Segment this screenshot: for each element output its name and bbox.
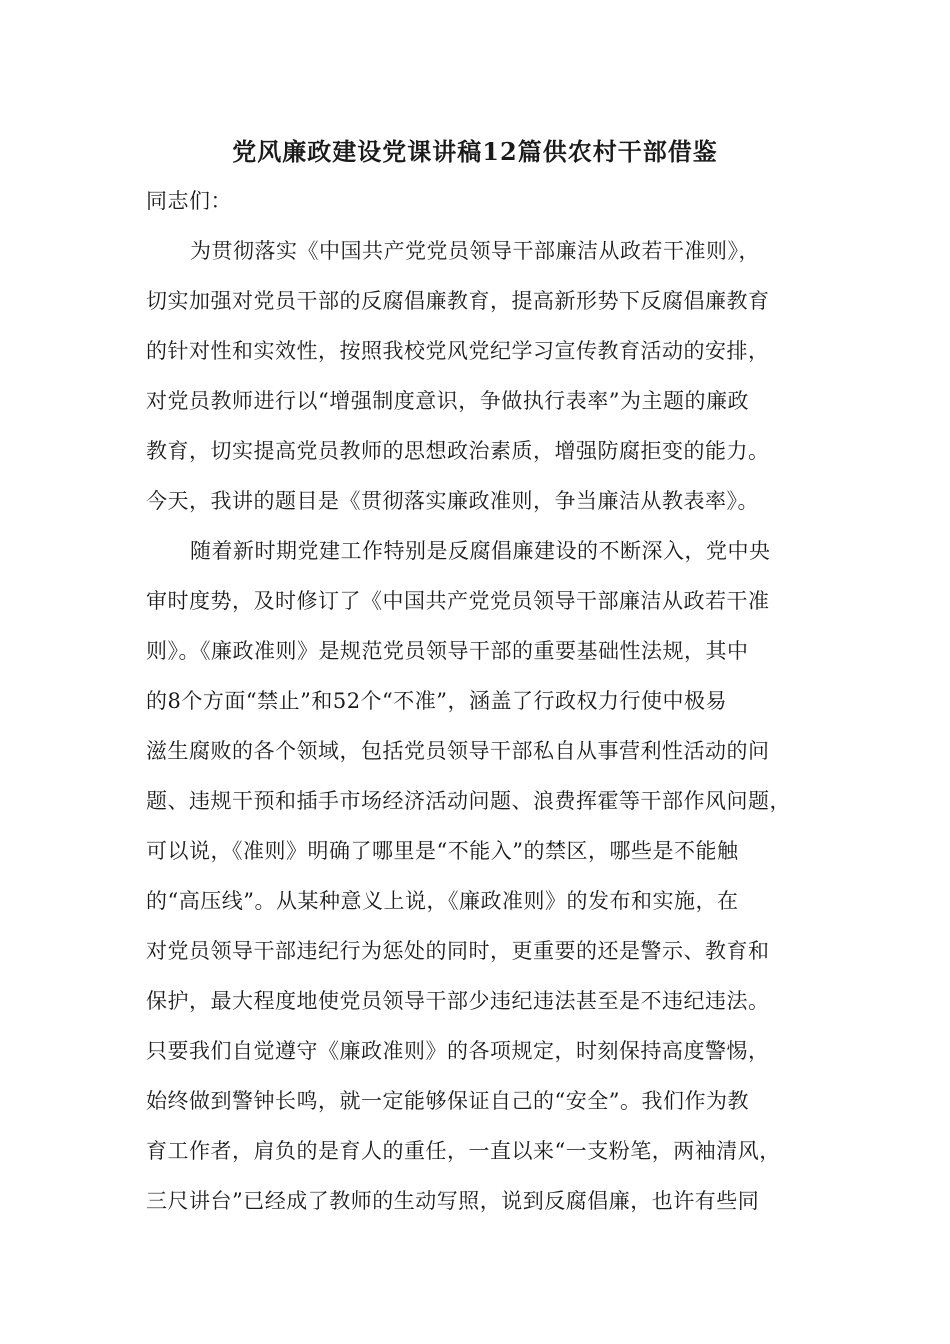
salutation: 同志们： (146, 189, 232, 213)
paragraph-line: 三尺讲台”已经成了教师的生动写照，说到反腐倡廉，也许有些同 (146, 1189, 760, 1213)
paragraph-line: 滋生腐败的各个领域，包括党员领导干部私自从事营利性活动的问 (146, 739, 770, 763)
paragraph-line: 审时度势，及时修订了《中国共产党党员领导干部廉洁从政若干准 (146, 589, 770, 613)
paragraph-line: 题、违规干预和插手市场经济活动问题、浪费挥霍等干部作风问题， (146, 789, 791, 813)
paragraph-line: 为贯彻落实《中国共产党党员领导干部廉洁从政若干准则》， (190, 239, 760, 263)
paragraph-line: 育工作者，肩负的是育人的重任，一直以来“一支粉笔，两袖清风， (146, 1139, 781, 1163)
paragraph-line: 的8个方面“禁止”和52个“不准”，涵盖了行政权力行使中极易 (146, 689, 728, 713)
paragraph-line: 切实加强对党员干部的反腐倡廉教育，提高新形势下反腐倡廉教育 (146, 289, 770, 313)
paragraph-line: 只要我们自觉遵守《廉政准则》的各项规定，时刻保持高度警惕， (146, 1039, 770, 1063)
paragraph-line: 今天，我讲的题目是《贯彻落实廉政准则，争当廉洁从教表率》。 (146, 489, 759, 513)
paragraph-line: 对党员教师进行以“增强制度意识，争做执行表率”为主题的廉政 (146, 389, 749, 413)
paragraph-line: 则》。《廉政准则》是规范党员领导干部的重要基础性法规，其中 (146, 639, 749, 663)
paragraph-line: 随着新时期党建工作特别是反腐倡廉建设的不断深入，党中央 (190, 539, 771, 563)
document-title: 党风廉政建设党课讲稿12篇供农村干部借鉴 (232, 137, 718, 166)
paragraph-line: 对党员领导干部违纪行为惩处的同时，更重要的还是警示、教育和 (146, 939, 770, 963)
paragraph-line: 可以说，《准则》明确了哪里是“不能入”的禁区，哪些是不能触 (146, 839, 739, 863)
paragraph-line: 教育，切实提高党员教师的思想政治素质，增强防腐拒变的能力。 (146, 439, 770, 463)
paragraph-line: 始终做到警钟长鸣，就一定能够保证自己的“安全”。我们作为教 (146, 1089, 749, 1113)
paragraph-line: 的“高压线”。从某种意义上说，《廉政准则》的发布和实施，在 (146, 889, 739, 913)
paragraph-line: 的针对性和实效性，按照我校党风党纪学习宣传教育活动的安排， (146, 339, 770, 363)
paragraph-line: 保护，最大程度地使党员领导干部少违纪违法甚至是不违纪违法。 (146, 989, 770, 1013)
